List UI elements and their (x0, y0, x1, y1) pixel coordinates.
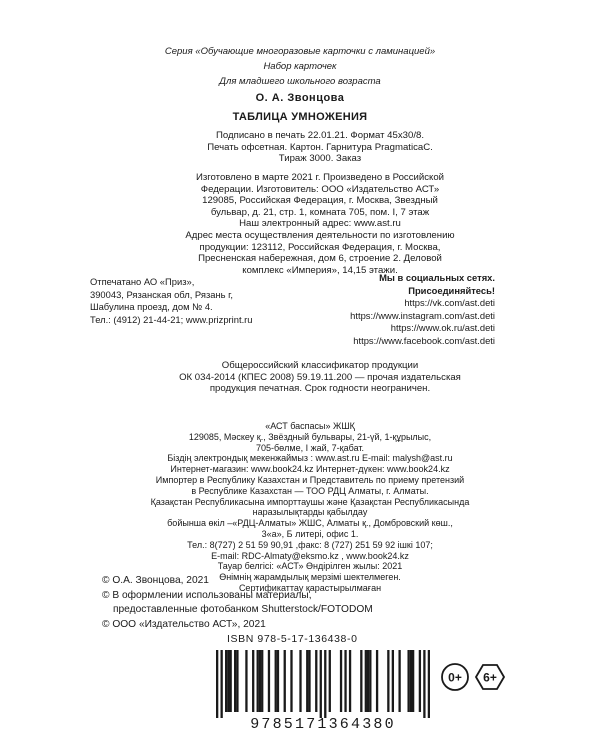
classifier-line: Общероссийский классификатор продукции (221, 360, 419, 371)
barcode-bar (216, 650, 218, 718)
copyright-line: © ООО «Издательство АСТ», 2021 (102, 618, 266, 630)
copyright-line: © В оформлении использованы материалы, (102, 589, 312, 601)
barcode-bar (329, 650, 331, 712)
book-title: ТАБЛИЦА УМНОЖЕНИЯ (232, 111, 368, 123)
barcode-bar (227, 650, 229, 712)
copyright-line: предоставленные фотобанком Shutterstock/FOTODOM (113, 604, 373, 615)
print-info-line: Тираж 3000. Заказ (278, 153, 362, 165)
barcode-bar (407, 650, 409, 712)
kazakh-line: наразылықтарды қабылдау (252, 507, 368, 518)
barcode-bar (230, 650, 232, 712)
production-line: Пресненская набережная, дом 6, строение 2. Деловой (198, 253, 442, 265)
barcode-bar (308, 650, 310, 712)
kazakh-line: 129085, Мәскеу қ., Звёздный бульвары, 21-үй, 1-құрылыс, (188, 431, 432, 442)
social-links (295, 272, 495, 347)
kazakh-line: Импортер в Республику Казахстан и Представитель по приему претензий (155, 474, 465, 485)
barcode-bar (423, 650, 425, 718)
production-info (170, 172, 470, 276)
production-line: Федерации. Изготовитель: ООО «Издательство АСТ» (200, 183, 440, 195)
barcode-bar (340, 650, 342, 712)
kazakh-line: 705-бөлме, I жай, 7-қабат. (256, 442, 364, 453)
barcode-bar (236, 650, 238, 712)
barcode-bar (376, 650, 378, 712)
print-info-line: Печать офсетная. Картон. Гарнитура PragmaticaC. (207, 141, 433, 153)
author-name: О. А. Звонцова (255, 92, 345, 104)
kazakh-line: E-mail: RDC-Almaty@eksmo.kz , www.book24.kz (211, 550, 409, 561)
series-line: Для младшего школьного возраста (219, 76, 381, 87)
barcode-bar (306, 650, 308, 712)
production-line: 129085, Российская Федерация, г. Москва, Звездный (202, 195, 438, 207)
barcode-bar (221, 650, 223, 718)
barcode-bar (257, 650, 259, 712)
barcode-bar (349, 650, 351, 712)
social-link-ok[interactable]: https://www.ok.ru/ast.deti (390, 322, 495, 333)
barcode-bar (259, 650, 261, 712)
series-info (0, 44, 600, 89)
barcode-number: 9785171364380 (250, 716, 396, 733)
barcode-bar (275, 650, 277, 712)
classifier-line: продукция печатная. Срок годности неограничен. (209, 383, 431, 395)
barcode-bar (324, 650, 326, 718)
barcode-bar (387, 650, 389, 712)
kazakh-line: Сертификаттау қарастырылмаған (238, 582, 382, 593)
production-line: продукции: 123112, Российская Федерация, г. Москва, (199, 241, 441, 253)
barcode-bar (284, 650, 286, 712)
barcode-bar (344, 650, 346, 712)
printer-line: Тел.: (4912) 21-44-21; www.prizprint.ru (90, 313, 253, 325)
barcode-bar (398, 650, 400, 712)
barcode-bar (369, 650, 371, 712)
barcode-bar (360, 650, 362, 712)
social-heading: Мы в социальных сетях. Присоединяйтесь! (379, 272, 495, 296)
printer-line: Шабулина проезд, дом № 4. (90, 301, 213, 312)
age-rating-label: 0+ (448, 670, 462, 685)
kazakh-line: «АСТ баспасы» ЖШҚ (265, 421, 355, 431)
production-line: Адрес места осуществления деятельности по изготовлению (185, 229, 455, 241)
production-line: Наш электронный адрес: www.ast.ru (239, 218, 401, 230)
classifier-line: ОК 034-2014 (КПЕС 2008) 59.19.11.200 — прочая издательская (179, 371, 461, 383)
kazakh-line: Тел.: 8(727) 2 51 59 90,91 ,факс: 8 (727) 251 59 92 ішкі 107; (187, 539, 433, 550)
barcode-bar (261, 650, 263, 712)
series-line: Серия «Обучающие многоразовые карточки с ламинацией» (164, 46, 436, 57)
copyright-line: © О.А. Звонцова, 2021 (102, 575, 209, 586)
kazakh-line: Өнімнің жарамдылық мерзімі шектелмеген. (219, 572, 401, 583)
barcode-bar (365, 650, 367, 712)
age-recommendation-label: 6+ (483, 670, 497, 685)
barcode-bar (392, 650, 394, 712)
printer-line: Отпечатано АО «Приз», (90, 276, 195, 287)
kazakh-line: Тауар белгісі: «АСТ» Өндірілген жылы: 2021 (217, 561, 403, 572)
print-info-line: Подписано в печать 22.01.21. Формат 45x30/8. (216, 130, 424, 141)
barcode-bar (252, 650, 254, 712)
series-line: Набор карточек (263, 61, 337, 72)
barcode-bar (428, 650, 430, 718)
social-link-facebook[interactable]: https://www.facebook.com/ast.deti (353, 334, 495, 346)
barcode-bar (412, 650, 414, 712)
age-rating-badge (440, 662, 470, 692)
social-link-instagram[interactable]: https://www.instagram.com/ast.deti (350, 309, 495, 321)
barcode-bar (290, 650, 292, 712)
barcode-bar (299, 650, 301, 712)
barcode-bar (419, 650, 421, 712)
barcode-bar (234, 650, 236, 712)
barcode-bar (225, 650, 227, 712)
kazakh-line: Интернет-магазин: www.book24.kz Интернет-дүкен: www.book24.kz (170, 464, 450, 475)
production-line: бульвар, д. 21, стр. 1, комната 705, пом. I, 7 этаж (210, 206, 430, 218)
isbn: ISBN 978-5-17-136438-0 (227, 633, 358, 645)
barcode-bar (277, 650, 279, 712)
barcode-bar (315, 650, 317, 712)
social-link-vk[interactable]: https://vk.com/ast.deti (404, 297, 495, 308)
barcode-bar (320, 650, 322, 718)
print-info (170, 130, 470, 165)
production-line: комплекс «Империя», 14,15 этажи. (242, 264, 398, 276)
kazakh-line: 3«а», Б литері, офис 1. (261, 528, 359, 539)
production-line: Изготовлено в марте 2021 г. Произведено в Российской (195, 172, 445, 183)
kazakh-line: в Республике Казахстан — ТОО РДЦ Алматы, г. Алматы. (191, 485, 429, 496)
kazakh-info (125, 421, 495, 594)
barcode-bar (268, 650, 270, 712)
kazakh-line: Біздің электрондық мекенжаймыз : www.ast.ru E-mail: malysh@ast.ru (167, 453, 453, 464)
kazakh-line: Қазақстан Республикасына импорттаушы және Қазақстан Республикасында (150, 496, 470, 507)
copyright-info (102, 574, 373, 632)
barcode (216, 650, 430, 718)
barcode-bar (410, 650, 412, 712)
printer-info (90, 276, 290, 326)
age-recommendation-badge (475, 662, 505, 692)
classifier-info (160, 360, 480, 395)
barcode-bar (245, 650, 247, 712)
kazakh-line: бойынша өкіл –«РДЦ-Алматы» ЖШС, Алматы қ., Домбровский көш., (167, 518, 453, 529)
barcode-bar (367, 650, 369, 712)
printer-line: 390043, Рязанская обл, Рязань г, (90, 288, 234, 300)
